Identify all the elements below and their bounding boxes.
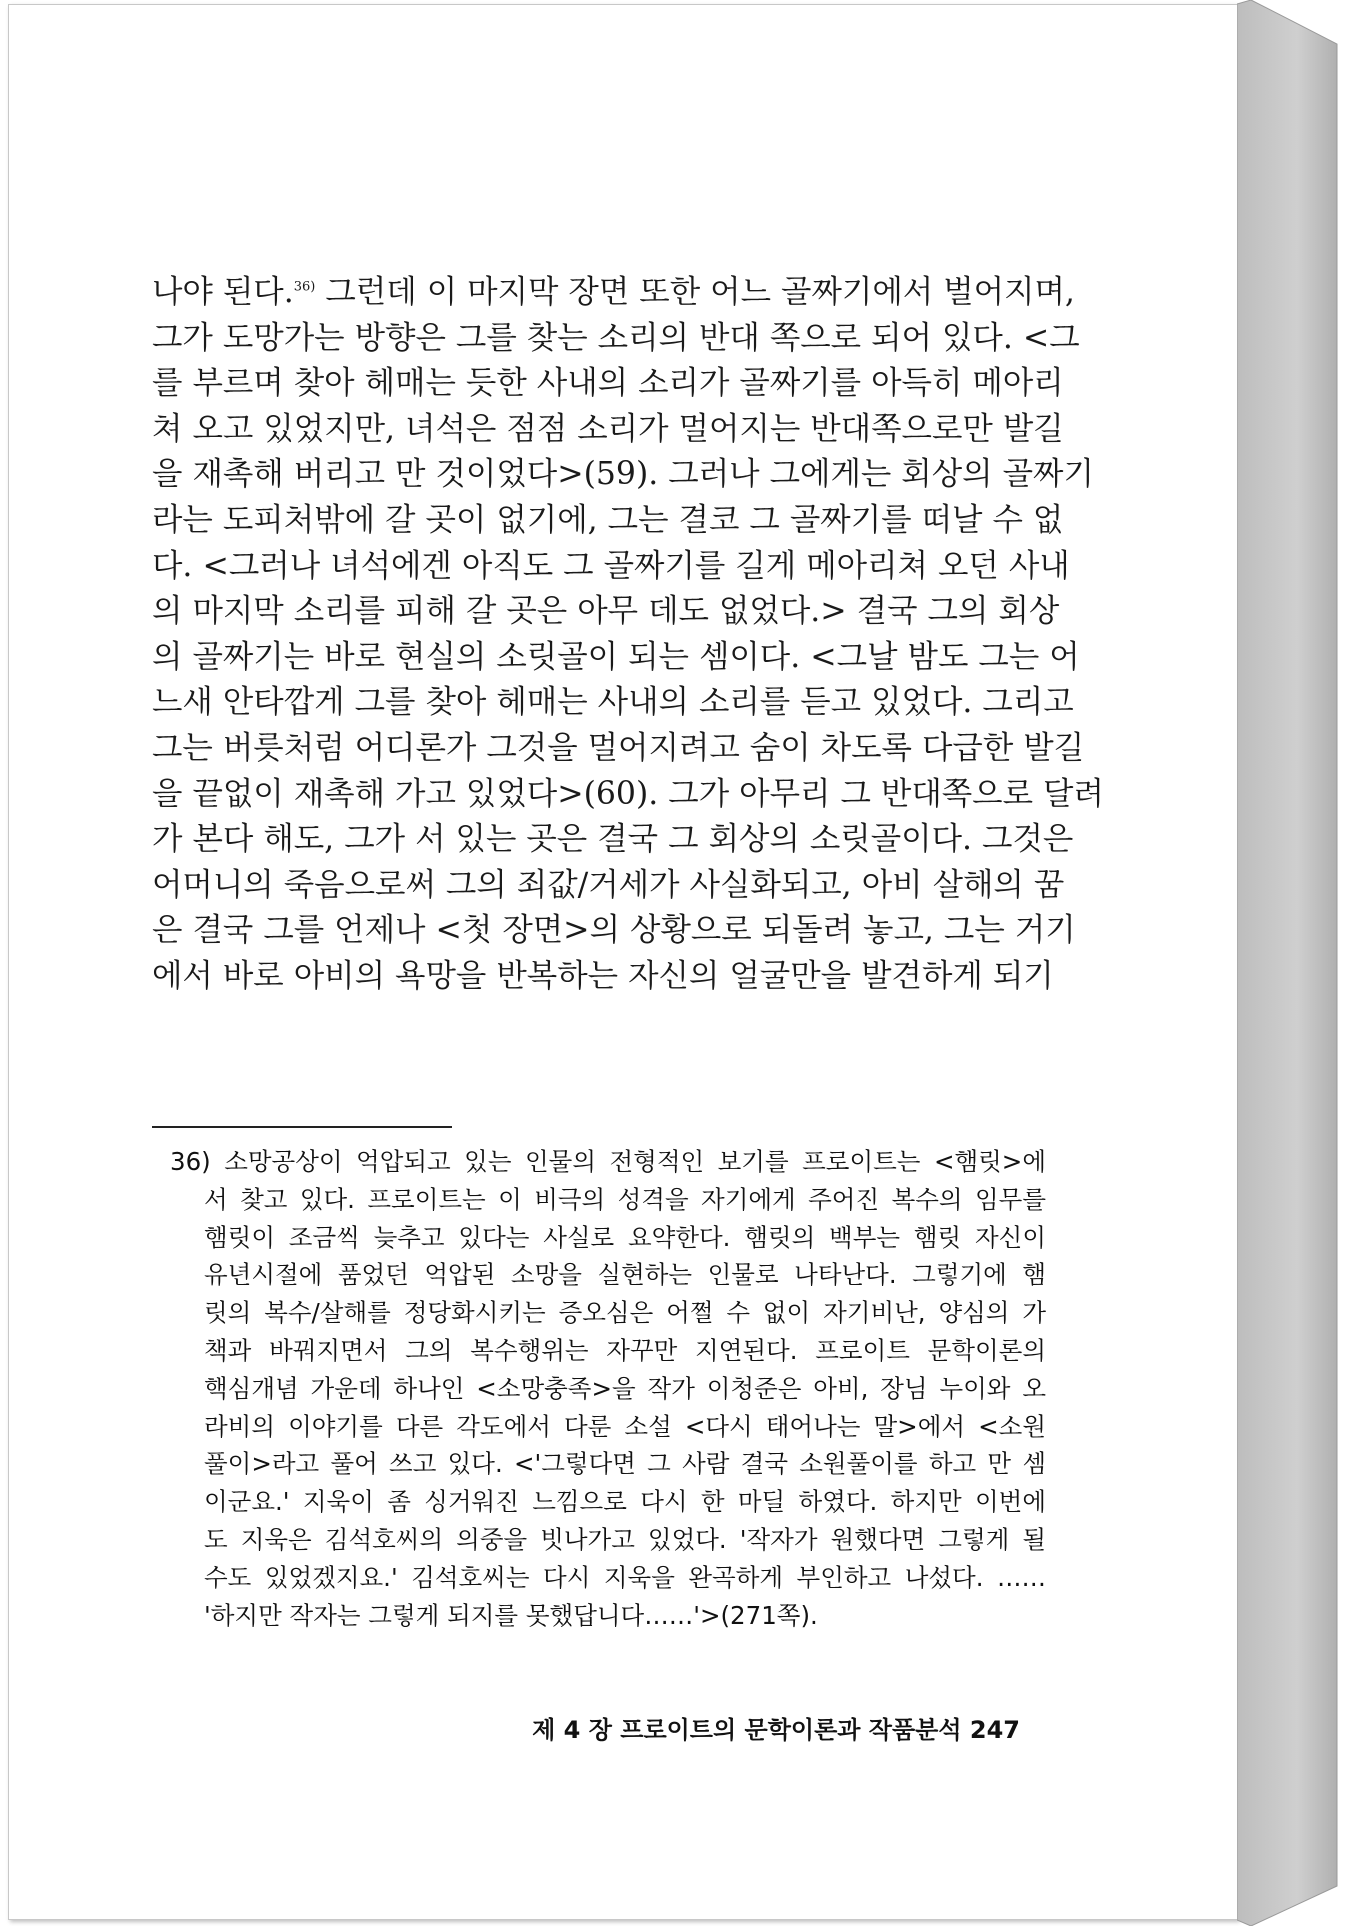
book-spine-shape	[1237, 0, 1341, 1926]
footnote-line-4: 유년시절에 품었던 억압된 소망을 실현하는 인물로 나타난다. 그렇기에 햄	[204, 1260, 1046, 1290]
footnote-line-3: 햄릿이 조금씩 늦추고 있다는 사실로 요약한다. 햄릿의 백부는 햄릿 자신이	[204, 1222, 1046, 1252]
body-line-3: 를 부르며 찾아 헤매는 듯한 사내의 소리가 골짜기를 아득히 메아리	[152, 365, 1064, 402]
footnote-line-5: 릿의 복수/살해를 정당화시키는 증오심은 어쩔 수 없이 자기비난, 양심의 가	[204, 1298, 1046, 1328]
body-line-1	[152, 270, 1075, 316]
body-line-10: 느새 안타깝게 그를 찾아 헤매는 사내의 소리를 듣고 있었다. 그리고	[152, 684, 1074, 721]
body-line-6: 라는 도피처밖에 갈 곳이 없기에, 그는 결코 그 골짜기를 떠날 수 없	[152, 501, 1064, 538]
body-line-5: 을 재촉해 버리고 만 것이었다>(59). 그러나 그에게는 회상의 골짜기	[152, 456, 1094, 493]
body-line-2: 그가 도망가는 방향은 그를 찾는 소리의 반대 쪽으로 되어 있다. <그	[152, 319, 1080, 356]
body-line-8: 의 마지막 소리를 피해 갈 곳은 아무 데도 없었다.> 결국 그의 회상	[152, 593, 1060, 630]
footnote-line-10: 이군요.' 지욱이 좀 싱거워진 느낌으로 다시 한 마딜 하였다. 하지만 이번에	[204, 1487, 1046, 1517]
footnote-line-7: 핵심개념 가운데 하나인 <소망충족>을 작가 이청준은 아비, 장님 누이와 오	[204, 1373, 1046, 1403]
footnote-line-6: 책과 바꿔지면서 그의 복수행위는 자꾸만 지연된다. 프로이트 문학이론의	[204, 1335, 1046, 1365]
body-text	[152, 270, 1104, 1000]
footnote-marker-36[interactable]: 36)	[293, 279, 316, 295]
body-line-7: 다. <그러나 녀석에겐 아직도 그 골짜기를 길게 메아리쳐 오던 사내	[152, 547, 1070, 584]
footnote-line-11: 도 지욱은 김석호씨의 의중을 빗나가고 있었다. '작자가 원했다면 그렇게 될	[204, 1524, 1046, 1554]
footnote-line-2: 서 찾고 있다. 프로이트는 이 비극의 성격을 자기에게 주어진 복수의 임무를	[204, 1184, 1046, 1214]
body-line-9: 의 골짜기는 바로 현실의 소릿골이 되는 셈이다. <그날 밤도 그는 어	[152, 638, 1080, 675]
footnote-rule	[152, 1126, 452, 1128]
body-line-14: 어머니의 죽음으로써 그의 죄값/거세가 사실화되고, 아비 살해의 꿈	[152, 866, 1065, 903]
body-line-13: 가 본다 해도, 그가 서 있는 곳은 결국 그 회상의 소릿골이다. 그것은	[152, 821, 1074, 858]
footnote-line-9: 풀이>라고 풀어 쓰고 있다. <'그렇다면 그 사람 결국 소원풀이를 하고 만 셈	[204, 1449, 1046, 1479]
footnote-line-8: 라비의 이야기를 다른 각도에서 다룬 소설 <다시 태어나는 말>에서 <소원	[204, 1411, 1046, 1441]
body-line-15: 은 결국 그를 언제나 <첫 장면>의 상황으로 되돌려 놓고, 그는 거기	[152, 912, 1076, 949]
book-spine	[1237, 0, 1341, 1926]
footnote-line-1: 36) 소망공상이 억압되고 있는 인물의 전형적인 보기를 프로이트는 <햄릿>에	[170, 1147, 1046, 1176]
footnote-36	[170, 1143, 1046, 1634]
footnote-line-12: 수도 있었겠지요.' 김석호씨는 다시 지욱을 완곡하게 부인하고 나섰다. ……	[204, 1562, 1046, 1592]
body-line-16: 에서 바로 아비의 욕망을 반복하는 자신의 얼굴만을 발견하게 되기	[152, 957, 1054, 994]
body-line-1-end: 그런데 이 마지막 장면 또한 어느 골짜기에서 벌어지며,	[315, 274, 1075, 310]
body-line-11: 그는 버릇처럼 어디론가 그것을 멀어지려고 숨이 차도록 다급한 발길	[152, 729, 1085, 766]
body-line-4: 쳐 오고 있었지만, 녀석은 점점 소리가 멀어지는 반대쪽으로만 발길	[152, 410, 1064, 447]
body-line-12: 을 끝없이 재촉해 가고 있었다>(60). 그가 아무리 그 반대쪽으로 달려	[152, 775, 1104, 812]
body-line-1-start: 나야 된다.	[152, 274, 294, 310]
running-footer: 제 4 장 프로이트의 문학이론과 작품분석 247	[532, 1716, 1020, 1744]
footnote-line-13: '하지만 작자는 그렇게 되지를 못했답니다……'>(271쪽).	[204, 1600, 818, 1630]
